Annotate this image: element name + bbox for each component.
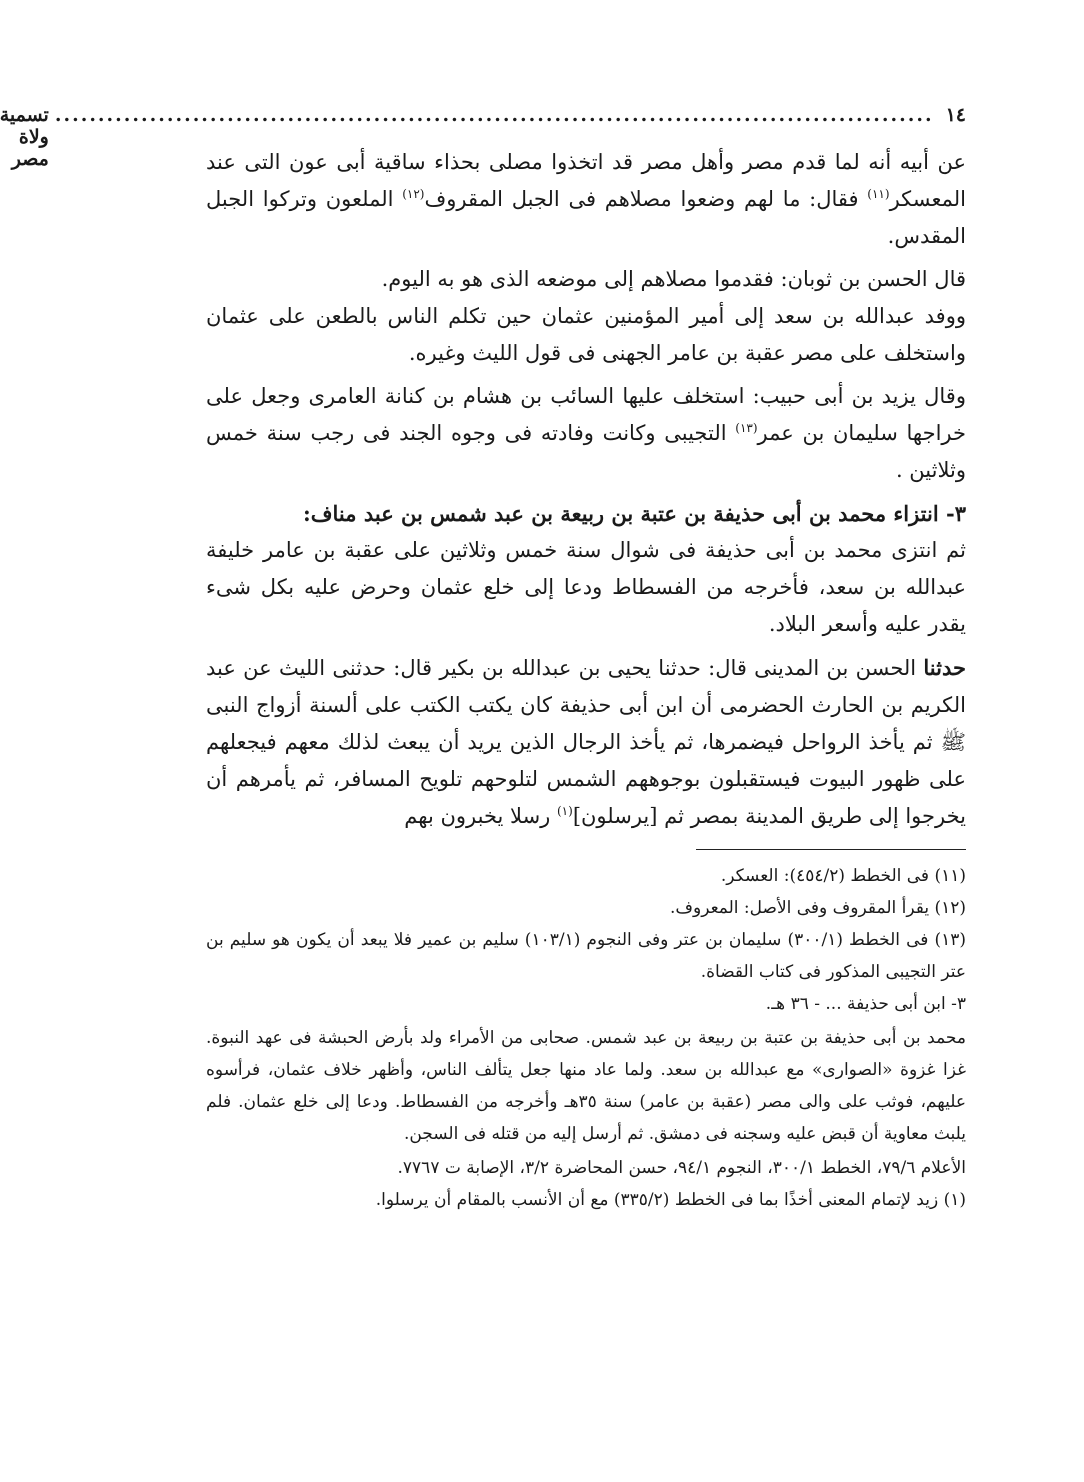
header-leader-dots: ......................................................................................................	[54, 104, 934, 126]
paragraph-1-part-c: الملعون وتركوا الجبل المقدس.	[206, 187, 966, 248]
paragraph-6	[206, 649, 966, 835]
page-number: ١٤	[945, 104, 966, 126]
paragraph-4-part-a: وقال يزيد بن أبى حبيب: استخلف عليها السائب بن هشام بن كنانة العامرى وجعل على خراجها سليمان بن عمر	[206, 384, 966, 445]
paragraph-2: قال الحسن بن ثوبان: فقدموا مصلاهم إلى موضعه الذى هو به اليوم.	[381, 267, 966, 291]
page-header	[0, 104, 966, 170]
bio-title: ٣- ابن أبى حذيفة ... - ٣٦ هـ.	[765, 994, 966, 1014]
bio-text: محمد بن أبى حذيفة بن عتبة بن ربيعة بن عبد شمس. صحابى من الأمراء ولد بأرض الحبشة فى عهد النبوة. غزا غزوة «الصوارى» مع عبدالله بن سعد. ولما عاد منها جعل يتألف الناس، وأظهر خلاف عثمان، فرأسوه عليهم، فوثب على والى مصر (عقبة بن عامر) سنة ٣٥هـ وأخرجه من الفسطاط. ودعا إلى خلع عثمان. فلم يلبث معاوية أن قبض عليه وسجنه فى دمشق. ثم أرسل إليه من قتله فى السجن.	[206, 1028, 966, 1144]
footnote-divider	[696, 849, 966, 850]
book-page	[0, 104, 966, 1216]
paragraph-1-part-a: عن أبيه أنه لما قدم مصر وأهل مصر قد اتخذوا مصلى بحذاء ساقية أبى عون التى عند المعسكر	[206, 150, 966, 211]
footnotes	[206, 860, 966, 1216]
paragraph-6-part-b: رسلا يخبرون بهم	[404, 804, 557, 828]
footnote-1: (١) زيد لإتمام المعنى أخذًا بما فى الخطط (٣٣٥/٢) مع أن الأنسب بالمقام أن يرسلوا.	[375, 1190, 966, 1210]
paragraph-6-lead-word: حدثنا	[923, 655, 966, 680]
paragraph-6-part-a: الحسن بن المدينى قال: حدثنا يحيى بن عبدالله بن بكير قال: حدثنى الليث عن عبد الكريم بن الحارث الحضرمى أن ابن أبى حذيفة كان يكتب الكتب على ألسنة أزواج النبى ﷺ ثم يأخذ الرواحل فيضمرها، ثم يأخذ الرجال الذين يريد أن يبعث لذلك معهم فيجعلهم على ظهور البيوت فيستقبلون بوجوههم الشمس لتلوحهم تلويح المسافر، ثم يأمرهم أن يخرجوا إلى طريق المدينة بمصر ثم [يرسلون]	[206, 656, 966, 828]
section-heading: ٣- انتزاء محمد بن أبى حذيفة بن عتبة بن ربيعة بن عبد شمس بن عبد مناف:	[303, 501, 966, 526]
footnote-12: (١٢) يقرأ المقروف وفى الأصل: المعروف.	[669, 898, 966, 918]
paragraph-1	[206, 144, 966, 255]
footnote-11: (١١) فى الخطط (٤٥٤/٢): العسكر.	[720, 866, 966, 886]
paragraph-1-part-b: فقال: ما لهم وضعوا مصلاهم فى الجبل المقروف	[424, 187, 868, 211]
footnote-ref-1: (١)	[556, 804, 573, 818]
bio-sources: الأعلام ٧٩/٦، الخطط ٣٠٠/١، النجوم ٩٤/١، حسن المحاضرة ٣/٢، الإصابة ت ٧٧٦٧.	[397, 1158, 966, 1178]
paragraph-3: ووفد عبدالله بن سعد إلى أمير المؤمنين عثمان حين تكلم الناس بالطعن على عثمان واستخلف على مصر عقبة بن عامر الجهنى فى قول الليث وغيره.	[206, 304, 966, 365]
paragraph-4-part-b: التجيبى وكانت وفادته فى وجوه الجند فى رجب سنة خمس وثلاثين .	[206, 421, 966, 482]
main-text	[206, 144, 966, 835]
running-title: تسمية ولاة مصر	[0, 104, 49, 170]
footnote-ref-12: (١٢)	[402, 187, 425, 201]
footnote-ref-13: (١٣)	[735, 421, 758, 435]
paragraph-5: ثم انتزى محمد بن أبى حذيفة فى شوال سنة خمس وثلاثين على عقبة بن عامر خليفة عبدالله بن سعد، فأخرجه من الفسطاط ودعا إلى خلع عثمان وحرض عليه بكل شىء يقدر عليه وأسعر البلاد.	[206, 538, 966, 636]
footnote-ref-11: (١١)	[867, 187, 890, 201]
paragraph-4	[206, 378, 966, 489]
footnote-13: (١٣) فى الخطط (٣٠٠/١) سليمان بن عتر وفى النجوم (١٠٣/١) سليم بن عمير فلا يبعد أن يكون هو سليم بن عتر التجيبى المذكور فى كتاب القضاة.	[206, 930, 966, 982]
